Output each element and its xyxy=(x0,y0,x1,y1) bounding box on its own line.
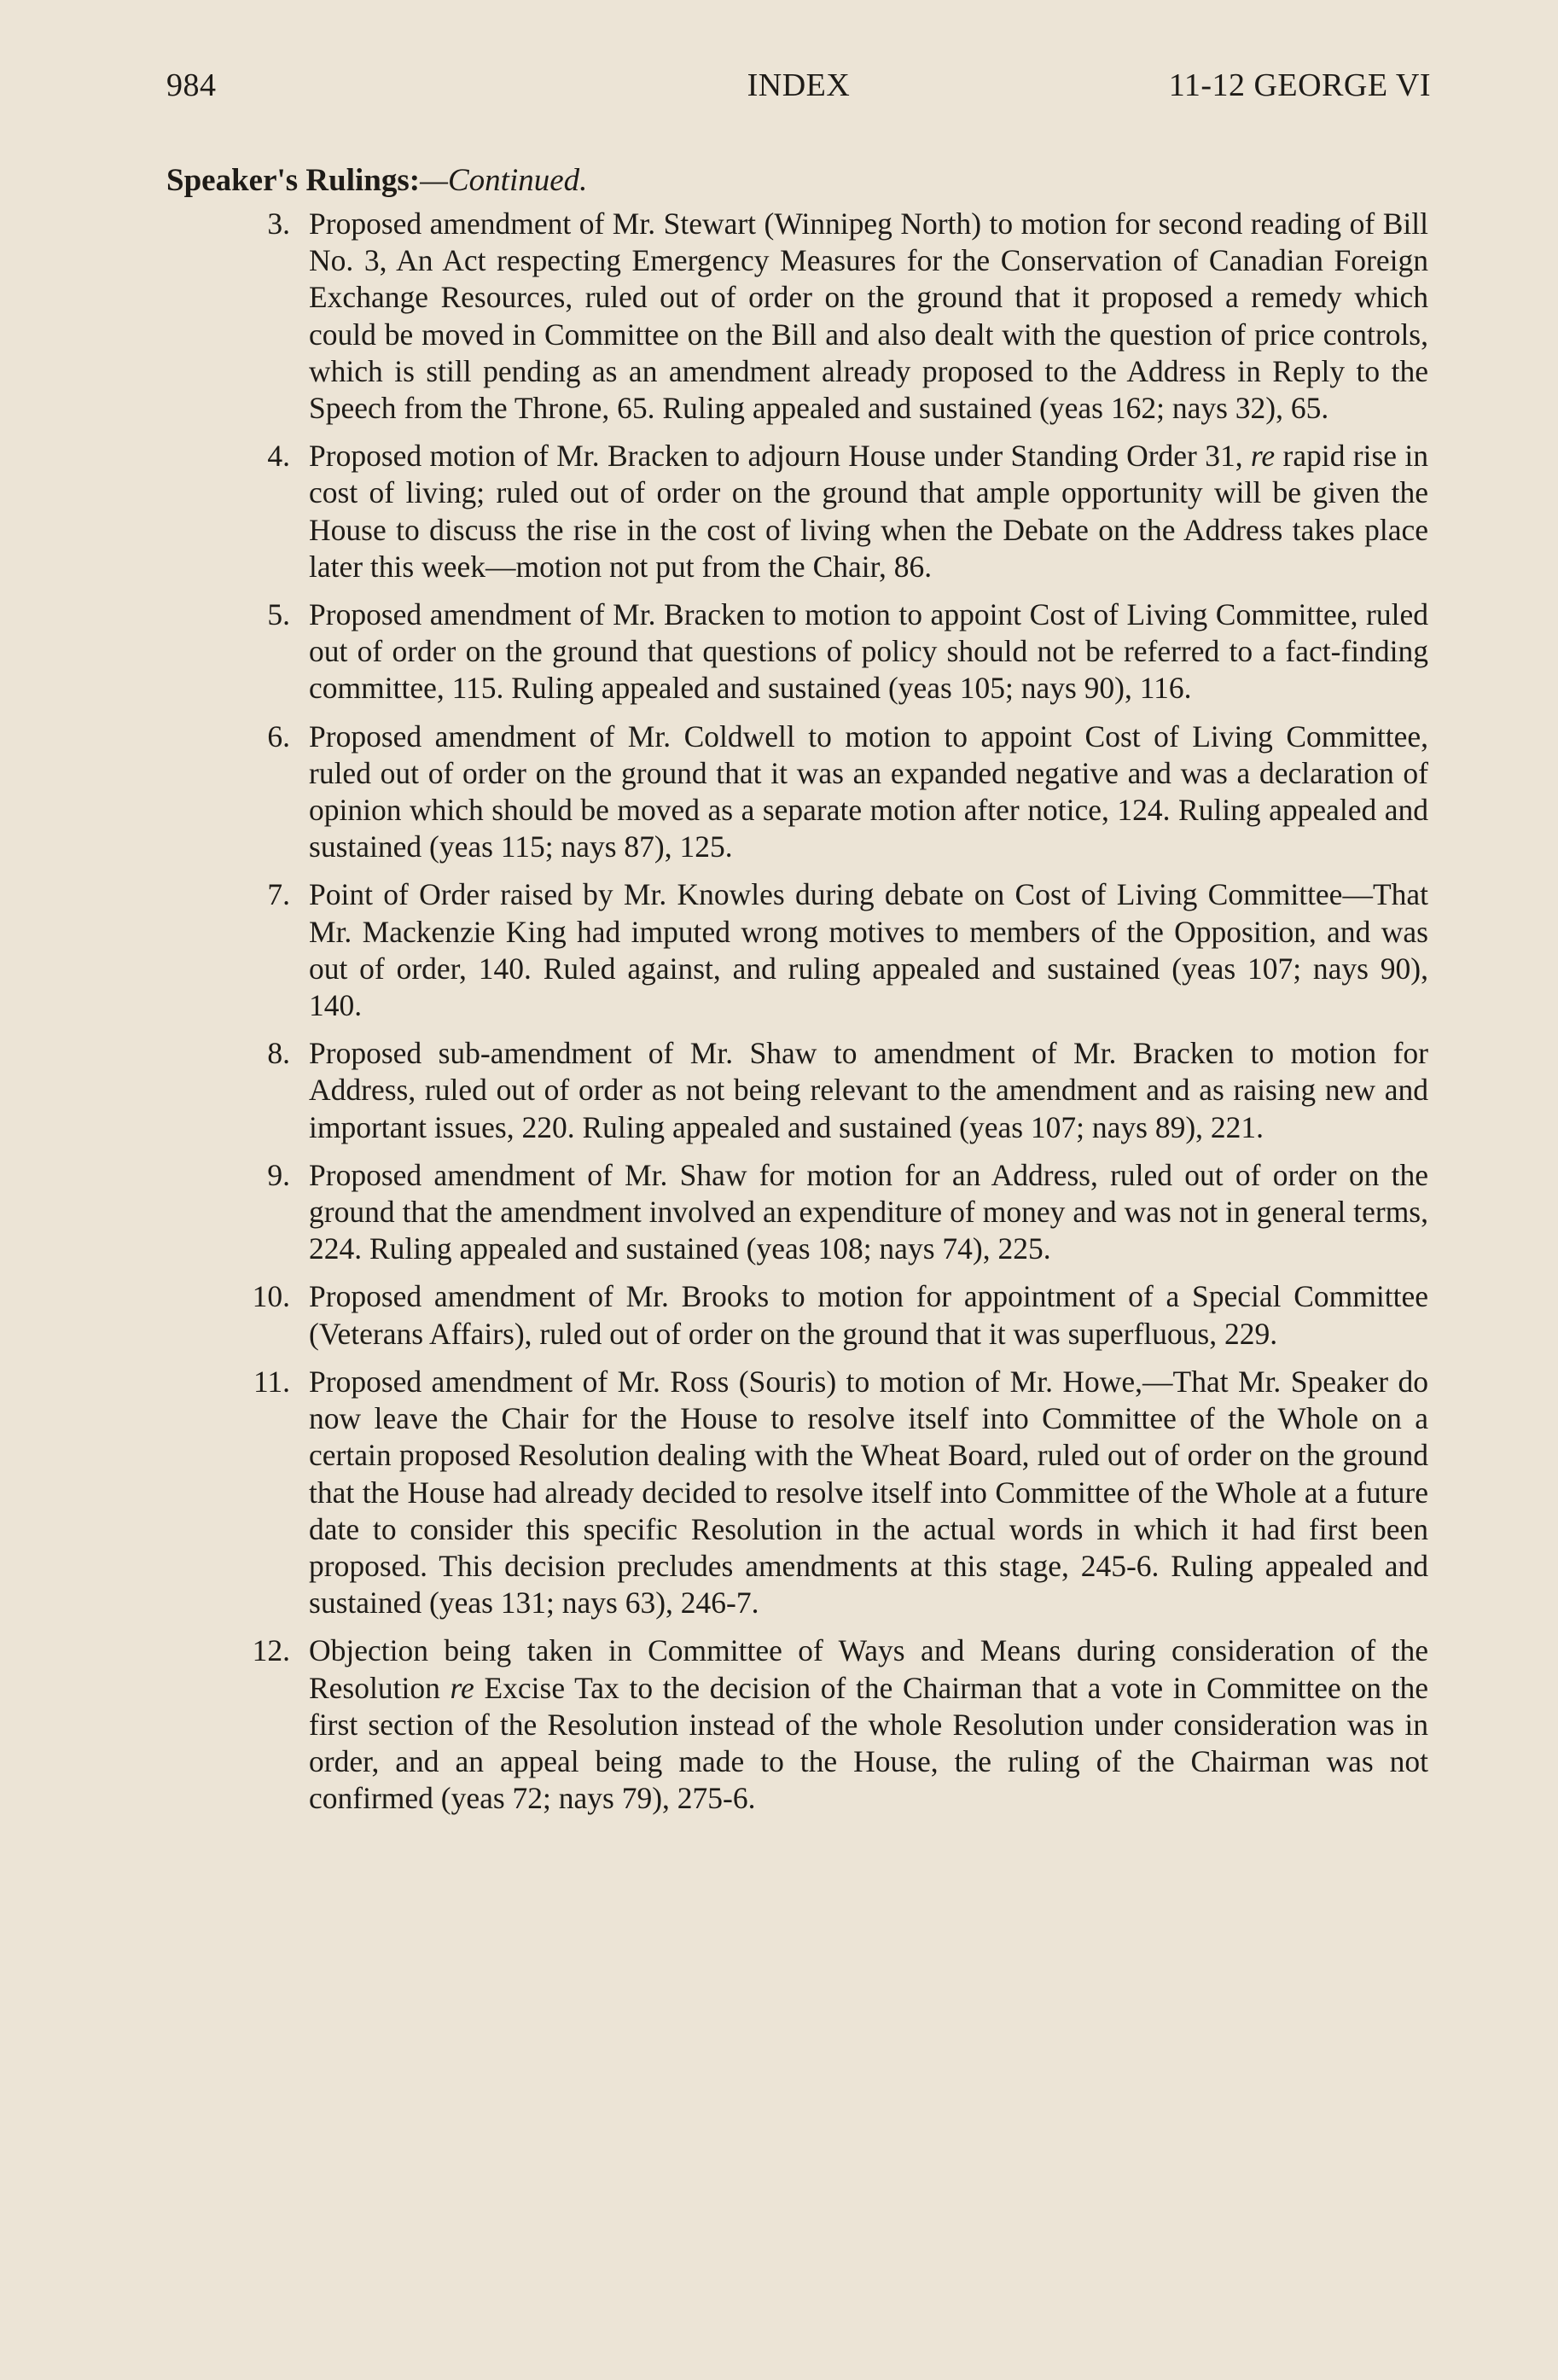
entry-number: 5. xyxy=(267,597,290,632)
entry-number: 11. xyxy=(253,1364,290,1399)
entry-text-italic: re xyxy=(1250,439,1276,474)
continued-label: —Continued. xyxy=(420,163,588,198)
ruling-entry-12 xyxy=(203,1632,1428,1817)
entry-text: Proposed amendment of Mr. Ross (Souris) to motion of Mr. Howe,—That Mr. Speaker do now leave the Chair for the House to resolve itself into Committee of the Whole on a certain proposed Resolution dealing with the Wheat Board, ruled out of order on the ground that the House had already decided to resolve itself into Committee of the Whole at a future date to consider this specific Resolution in the actual words in which it had first been proposed. This decision precludes amendments at this stage, 245-6. Ruling appealed and sustained (yeas 131; nays 63), 246-7. xyxy=(309,1364,1428,1621)
entry-text xyxy=(309,438,1428,585)
section-title: Speaker's Rulings: xyxy=(166,163,421,198)
ruling-entry-8 xyxy=(203,1035,1428,1146)
entry-text xyxy=(309,1632,1428,1817)
entry-text-part: Objection being taken in Committee of Ways and Means during consideration of the Resolution xyxy=(309,1633,1428,1705)
entry-text: Proposed amendment of Mr. Bracken to motion to appoint Cost of Living Committee, ruled out of order on the ground that questions of policy should not be referred to a fact-finding committee, 115. Ruling appealed and sustained (yeas 105; nays 90), 116. xyxy=(309,597,1428,706)
running-head xyxy=(166,67,1431,109)
ruling-entry-11 xyxy=(203,1364,1428,1621)
entry-number: 6. xyxy=(267,719,290,754)
entry-text: Proposed amendment of Mr. Coldwell to motion to appoint Cost of Living Committee, ruled out of order on the ground that it was an expanded negative and was a declaration of opinion which should be moved as a separate motion after notice, 124. Ruling appealed and sustained (yeas 115; nays 87), 125. xyxy=(309,719,1428,864)
ruling-entry-10 xyxy=(203,1278,1428,1352)
ruling-entry-7 xyxy=(203,876,1428,1024)
ruling-entry-6 xyxy=(203,719,1428,866)
entry-number: 8. xyxy=(267,1036,290,1071)
entry-text: Proposed amendment of Mr. Stewart (Winnipeg North) to motion for second reading of Bill No. 3, An Act respecting Emergency Measures for the Conservation of Canadian Foreign Exchange Resources, ruled out of order on the ground that it proposed a remedy which could be moved in Committee on the Bill and also dealt with the question of price controls, which is still pending as an amendment already proposed to the Address in Reply to the Speech from the Throne, 65. Ruling appealed and sustained (yeas 162; nays 32), 65. xyxy=(309,207,1428,426)
ruling-entry-9 xyxy=(203,1157,1428,1268)
ruling-list xyxy=(203,206,1428,1828)
section-heading xyxy=(166,162,587,200)
ruling-entry-3 xyxy=(203,206,1428,427)
entry-text-part: rapid rise in cost of living; ruled out of order on the ground that ample opportunity will be given the House to discuss the rise in the cost of living when the Debate on the Address takes place later this week—motion not put from the Chair, 86. xyxy=(309,439,1428,584)
entry-number: 12. xyxy=(252,1633,290,1668)
entry-text: Proposed sub-amendment of Mr. Shaw to amendment of Mr. Bracken to motion for Address, ruled out of order as not being relevant to the amendment and as raising new and important issues, 220. Ruling appealed and sustained (yeas 107; nays 89), 221. xyxy=(309,1036,1428,1144)
entry-text-part: Proposed motion of Mr. Bracken to adjourn House under Standing Order 31, xyxy=(309,439,1251,474)
entry-text: Proposed amendment of Mr. Shaw for motion for an Address, ruled out of order on the ground that the amendment involved an expenditure of money and was not in general terms, 224. Ruling appealed and sustained (yeas 108; nays 74), 225. xyxy=(309,1157,1428,1266)
entry-number: 3. xyxy=(267,207,290,241)
entry-number: 10. xyxy=(252,1279,290,1314)
entry-text-part: Excise Tax to the decision of the Chairman that a vote in Committee on the first section of the Resolution instead of the whole Resolution under consideration was in order, and an appeal being made to the House, the ruling of the Chairman was not confirmed (yeas 72; nays 79), 275-6. xyxy=(309,1670,1429,1816)
entry-number: 4. xyxy=(267,439,290,474)
entry-number: 7. xyxy=(267,877,290,912)
entry-number: 9. xyxy=(267,1157,290,1192)
page-title: INDEX xyxy=(747,67,851,103)
ruling-entry-5 xyxy=(203,596,1428,707)
entry-text: Point of Order raised by Mr. Knowles during debate on Cost of Living Committee—That Mr. Mackenzie King had imputed wrong motives to members of the Opposition, and was out of order, 140. Ruled against, and ruling appealed and sustained (yeas 107; nays 90), 140. xyxy=(309,877,1428,1023)
page-number: 984 xyxy=(166,67,217,103)
entry-text: Proposed amendment of Mr. Brooks to motion for appointment of a Special Committee (Veterans Affairs), ruled out of order on the ground that it was superfluous, 229. xyxy=(309,1279,1428,1351)
entry-text-italic: re xyxy=(450,1670,474,1705)
volume-label: 11-12 GEORGE VI xyxy=(1168,67,1431,103)
ruling-entry-4 xyxy=(203,438,1428,585)
